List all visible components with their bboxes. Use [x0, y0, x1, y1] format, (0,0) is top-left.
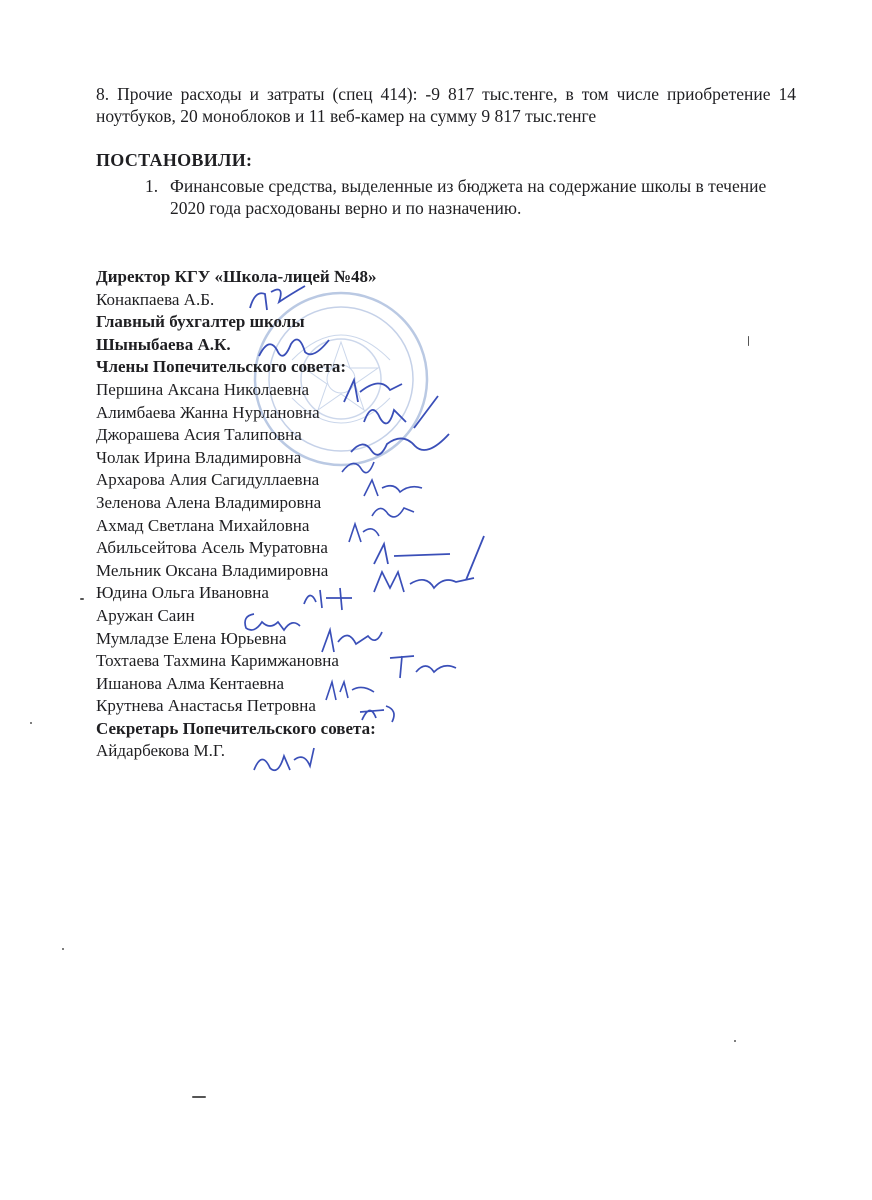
council-member: Джорашева Асия Талиповна — [96, 425, 302, 445]
scan-speck — [192, 1096, 206, 1098]
accountant-title: Главный бухгалтер школы — [96, 312, 305, 332]
council-member: Абильсейтова Асель Муратовна — [96, 538, 328, 558]
scan-speck — [80, 598, 84, 600]
member-signature — [300, 582, 360, 616]
member-signature — [386, 650, 466, 684]
scan-speck — [30, 722, 32, 724]
council-member: Крутнева Анастасья Петровна — [96, 696, 316, 716]
resolved-item-number: 1. — [145, 176, 159, 196]
council-member: Ишанова Алма Кентаевна — [96, 673, 285, 693]
expense-item-8: 8. Прочие расходы и затраты (спец 414): -9 817 тыс.тенге, в том числе приобретение 14 ноутбуков, 20 моноблоков и 11 веб-камер на сумму 9 817 тыс.тенге — [96, 84, 796, 126]
council-member: Аружан Саин — [96, 605, 195, 625]
council-member: Чолак Ирина Владимировна — [96, 447, 302, 467]
council-member: Першина Аксана Николаевна — [96, 379, 309, 399]
director-signature — [245, 280, 315, 320]
council-member: Алимбаева Жанна Нурлановна — [96, 402, 320, 422]
resolved-item-1 — [145, 175, 795, 219]
council-title: Члены Попечительского совета: — [96, 357, 347, 377]
secretary-title: Секретарь Попечительского совета: — [96, 718, 376, 738]
member-signature — [318, 622, 388, 662]
director-name: Конакпаева А.Б. — [96, 289, 215, 309]
resolved-heading: ПОСТАНОВИЛИ: — [96, 150, 253, 170]
resolved-item-text: Финансовые средства, выделенные из бюджета на содержание школы в течение 2020 года расходованы верно и по назначению. — [170, 176, 767, 218]
director-title: Директор КГУ «Школа-лицей №48» — [96, 267, 377, 286]
accountant-name: Шыныбаева А.К. — [96, 334, 231, 354]
council-member: Мельник Оксана Владимировна — [96, 560, 329, 580]
secretary-name: Айдарбекова М.Г. — [96, 741, 226, 761]
scan-speck — [734, 1040, 736, 1042]
council-member: Архарова Алия Сагидуллаевна — [96, 470, 320, 490]
secretary-signature — [250, 742, 320, 778]
council-member: Зеленова Алена Владимировна — [96, 492, 322, 512]
accountant-signature — [255, 330, 335, 370]
member-signature — [370, 566, 480, 600]
member-signature — [356, 696, 406, 728]
member-signature — [238, 604, 308, 638]
council-member: Юдина Ольга Ивановна — [96, 583, 269, 603]
scan-speck — [748, 336, 749, 346]
council-member: Мумладзе Елена Юрьевна — [96, 628, 287, 648]
scan-speck — [62, 948, 64, 950]
council-member: Тохтаева Тахмина Каримжановна — [96, 651, 339, 671]
council-member: Ахмад Светлана Михайловна — [96, 515, 310, 535]
